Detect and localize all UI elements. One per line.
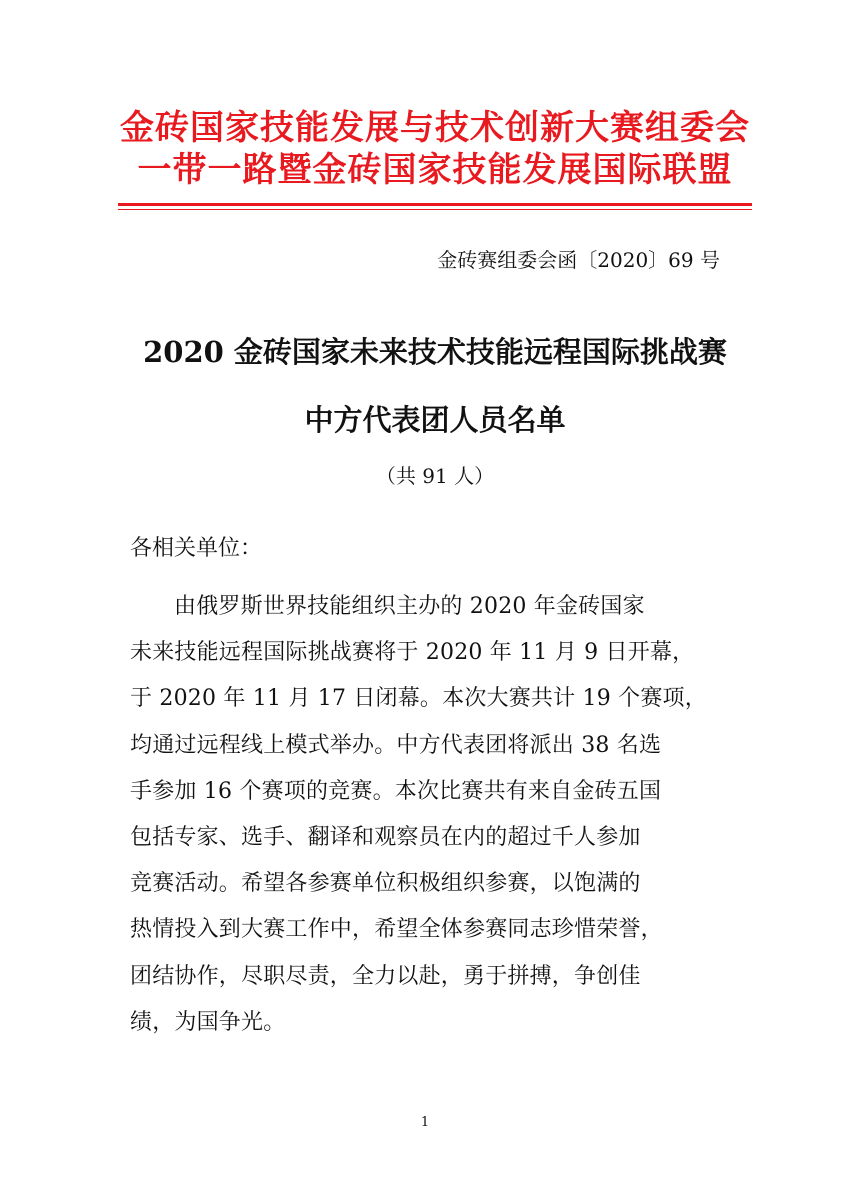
letterhead-line-1: 金砖国家技能发展与技术创新大赛组委会 bbox=[120, 108, 750, 148]
body-line: 包括专家、选手、翻译和观察员在内的超过千人参加 bbox=[130, 824, 641, 850]
body-line: 均通过远程线上模式举办。中方代表团将派出 38 名选 bbox=[130, 732, 662, 758]
body-line: 团结协作，尽职尽责，全力以赴，勇于拼搏，争创佳 bbox=[130, 963, 641, 989]
body-line: 竞赛活动。希望各参赛单位积极组织参赛，以饱满的 bbox=[130, 871, 641, 897]
salutation: 各相关单位： bbox=[130, 536, 263, 561]
document-number: 金砖赛组委会函〔2020〕69 号 bbox=[437, 248, 720, 272]
body-line: 热情投入到大赛工作中，希望全体参赛同志珍惜荣誉， bbox=[130, 917, 663, 943]
letterhead-rule-thin bbox=[118, 209, 752, 210]
letterhead-rule-thick bbox=[118, 203, 752, 206]
body-line: 绩，为国争光。 bbox=[130, 1009, 286, 1035]
body-paragraph bbox=[130, 584, 730, 1046]
document-title-line-2: 中方代表团人员名单 bbox=[304, 403, 566, 437]
body-line: 由俄罗斯世界技能组织主办的 2020 年金砖国家 bbox=[174, 594, 645, 619]
body-line: 未来技能远程国际挑战赛将于 2020 年 11 月 9 日开幕， bbox=[130, 640, 695, 666]
body-line: 手参加 16 个赛项的竞赛。本次比赛共有来自金砖五国 bbox=[130, 778, 662, 804]
letterhead-line-2: 一带一路暨金砖国家技能发展国际联盟 bbox=[137, 150, 733, 190]
body-line: 于 2020 年 11 月 17 日闭幕。本次大赛共计 19 个赛项， bbox=[130, 686, 707, 712]
page-number: 1 bbox=[420, 1115, 430, 1130]
document-title-line-1: 2020 金砖国家未来技术技能远程国际挑战赛 bbox=[143, 335, 727, 369]
participant-count: （共 91 人） bbox=[375, 464, 495, 488]
